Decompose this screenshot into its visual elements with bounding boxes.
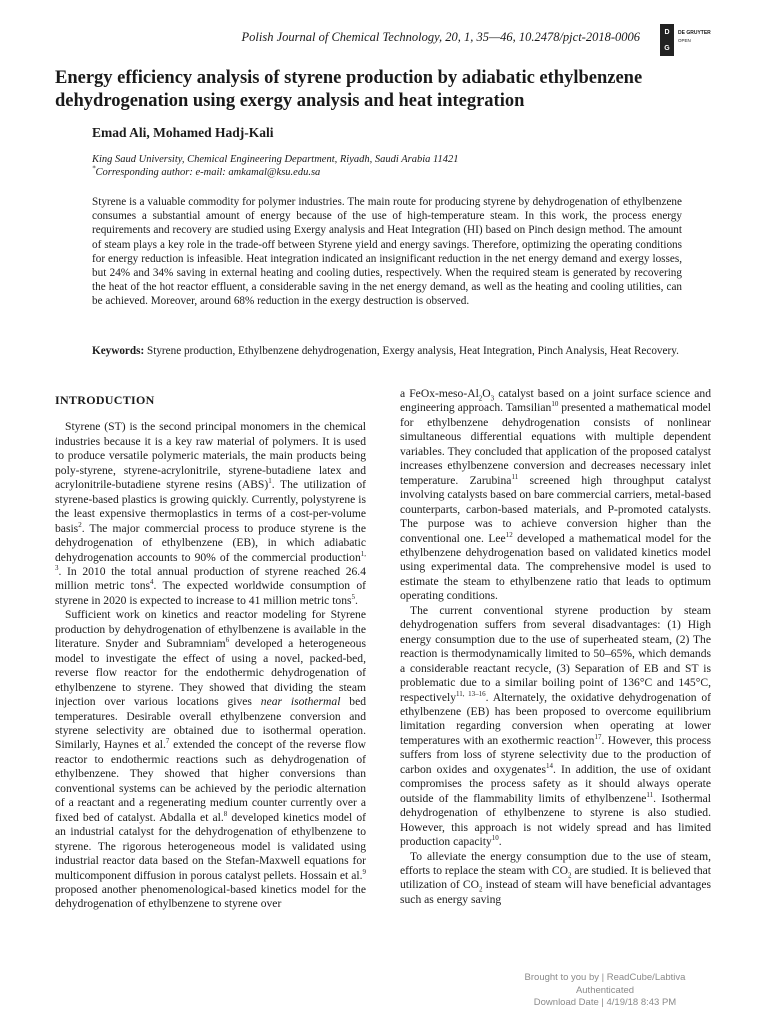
journal-citation: Polish Journal of Chemical Technology, 20, 1, 35—46, 10.2478/pjct-2018-0006 bbox=[241, 30, 640, 44]
column-left bbox=[55, 393, 366, 912]
affiliation-block bbox=[92, 153, 459, 179]
keywords bbox=[92, 344, 682, 358]
download-watermark bbox=[470, 972, 740, 1010]
watermark-line-1: Brought to you by | ReadCube/Labtiva bbox=[524, 972, 686, 983]
publisher-name: DE GRUYTER bbox=[678, 30, 711, 36]
affiliation: King Saud University, Chemical Engineering Department, Riyadh, Saudi Arabia 11421 bbox=[92, 154, 459, 165]
publisher-name-block bbox=[678, 30, 718, 44]
keywords-text: Styrene production, Ethylbenzene dehydrogenation, Exergy analysis, Heat Integration, Pinch Analysis, Heat Recovery. bbox=[147, 345, 679, 357]
paragraph: To alleviate the energy consumption due to the use of steam, efforts to replace the steam with $CO_2$ are studied. It is believed that utilization of $CO_2$ instead of steam will have beneficial advantages such as energy saving bbox=[400, 849, 711, 906]
authors: Emad Ali, Mohamed Hadj-Kali bbox=[92, 125, 274, 140]
column-right bbox=[400, 387, 711, 907]
paragraph: Styrene (ST) is the second principal monomers in the chemical industries because it is a key raw material of polymers. It is used to produce versatile polymeric materials, the main products being poly-styrene, styrene-acrylonitrile, styrene-butadiene latex and acrylonitrile-butadiene styrene resins (ABS)$^1$. The utilization of styrene-based plastics is growing quickly. Currently, polystyrene is the least expensive thermoplastics in terms of a cost-per-volume basis$^2$. The major commercial process to produce styrene is the dehydrogenation of ethylbenzene (EB), in which adiabatic dehydrogenation accounts to 90% of the commercial production$^{1, 3}$. In 2010 the total annual production of styrene reached 26.4 million metric tons$^4$. The expected worldwide consumption of styrene in 2020 is expected to increase to 41 million metric tons$^5$. bbox=[55, 420, 367, 607]
corresponding-mark: * bbox=[92, 164, 96, 173]
publisher-sub: OPEN bbox=[678, 38, 691, 43]
watermark-line-2: Authenticated bbox=[575, 984, 635, 996]
logo-letter-d: D bbox=[664, 28, 670, 36]
keywords-label: Keywords: bbox=[92, 345, 145, 357]
abstract: Styrene is a valuable commodity for polymer industries. The main route for producing styrene by dehydrogenation of ethylbenzene consumes a substantial amount of energy because of the use of high-temperature steam. In this work, the process energy requirements and recovery are studied using Exergy analysis and Heat Integration (HI) based on Pinch design method. The amount of steam plays a key role in the trade-off between Styrene yield and energy savings. Therefore, optimizing the operating conditions for energy reduction is infeasible. Heat integration indicated an insignificant reduction in the net energy demand and exergy losses, but 24% and 34% saving in external heating and cooling duties, respectively. When the required steam is generated by recovering the heat of the hot reactor effluent, a considerable saving in the net energy demand, as well as the heating and cooling utilities, can be achieved. Moreover, around 68% reduction in the exergy destruction is observed. bbox=[92, 196, 682, 308]
paragraph: The current conventional styrene production by steam dehydrogenation suffers from several disadvantages: (1) High energy consumption due to the use of superheated steam, (2) The reaction is thermodynamically limited to 50–65%, which demands a considerable reactant recycle, (3) Separation of EB and ST is problematic due to a similar boiling point of 136°C and 145°C, respectively$^{11, 13-16}$. Alternately, the oxidative dehydrogenation of ethylbenzene (EB) has been proposed to overcome equilibrium limitation regarding conversion when operating at lower temperatures with an exothermic reaction$^{17}$. However, this process suffers from loss of styrene selectivity due to the production of carbon oxides and oxygenates$^{14}$. In addition, the use of oxidant compromises the process safety as it should always operate outside of the flammability limits of ethylbenzene$^{11}$. Isothermal dehydrogenation of ethylbenzene to styrene is also studied. However, this approach is not widely spread and has limited production capacity$^{10}$. bbox=[400, 603, 712, 849]
logo-letter-g: G bbox=[664, 44, 670, 52]
paragraph: Sufficient work on kinetics and reactor modeling for Styrene production by dehydrogenation of ethylbenzene is available in the literature. Snyder and Subramniam$^6$ developed a heterogeneous model to investigate the effect of using a novel, packed-bed, reverse flow reactor for the endothermic dehydrogenation of ethylbenzene to styrene. They showed that dividing the steam injection over various locations gives near isothermal bed temperatures. Desirable overall ethylbenzene conversion and styrene selectivity are obtained due to isothermal operation. Similarly, Haynes et al.$^7$ extended the concept of the reverse flow reactor to endothermic reactions such as dehydrogenation of ethylbenzene. They showed that higher conversions than conventional systems can be achieved by the periodic alternation of a reactant and a regenerating medium counter currently over a fixed bed of catalyst. Abdalla et al.$^8$ developed kinetics model of an industrial catalyst for the dehydrogenation of ethylbenzene to styrene. The rigorous heterogeneous model is validated using industrial reactor data based on the Stefan-Maxwell equations for multicomponent diffusion in porous catalyst pellets. Hossain et al.$^9$ proposed another phenomenological-based kinetics model for the dehydrogenation of ethylbenzene to styrene over bbox=[55, 608, 367, 911]
article-title: Energy efficiency analysis of styrene production by adiabatic ethylbenzene dehydrogenation using exergy analysis and heat integration bbox=[55, 68, 643, 111]
paragraph: a FeOx-$meso-Al_2O_3$ catalyst based on a joint surface science and engineering approach. Tamsilian$^{10}$ presented a mathematical model for ethylbenzene dehydrogenation consists of nonlinear simultaneous differential equations with multiple dependent variables. They concluded that application of the proposed catalyst increases ethylbenzene conversion and decreases necessary inlet temperature. Zarubina$^{11}$ screened high throughput catalyst involving catalysts based on bare commercial carriers, metal-based counterparts, carbon-based materials, and P-promoted catalysts. The purpose was to achieve conversion higher than the conventional one. Lee$^{12}$ developed a mathematical model for the ethylbenzene dehydrogenation based on validated kinetics model using experimental data. The comprehensive model is used to estimate the steam to ethylbenzene ratio that leads to optimum operating conditions. bbox=[400, 387, 711, 603]
section-heading-introduction: INTRODUCTION bbox=[55, 393, 155, 407]
watermark-line-3: Download Date | 4/19/18 8:43 PM bbox=[533, 997, 677, 1008]
corresponding-text: Corresponding author: e-mail: amkamal@ksu.edu.sa bbox=[95, 167, 321, 178]
corresponding-author bbox=[92, 166, 459, 179]
publisher-logo bbox=[660, 24, 674, 56]
